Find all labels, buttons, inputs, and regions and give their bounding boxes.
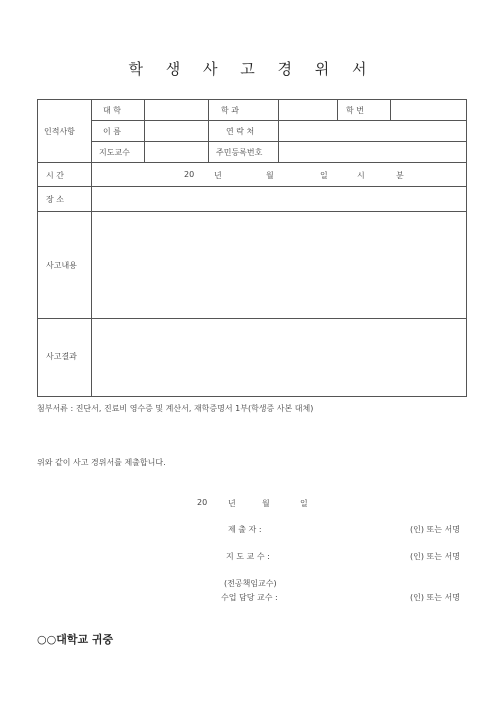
accident-result-label: 사고결과	[46, 352, 77, 361]
submitter-seal: (인) 또는 서명	[410, 525, 460, 534]
department-label: 학 과	[221, 106, 239, 115]
advisor-signature-label: 지 도 교 수 :	[226, 552, 270, 561]
date-month-unit: 월	[262, 499, 270, 508]
date-year: 20	[197, 498, 208, 507]
time-label: 시 간	[46, 171, 64, 180]
date-day-unit: 일	[300, 499, 308, 508]
addressee: ○○대학교 귀중	[37, 633, 114, 646]
submission-statement: 위와 같이 사고 경위서를 제출합니다.	[37, 458, 166, 467]
submitter-label: 제 출 자 :	[228, 525, 262, 534]
major-professor-note: (전공책임교수)	[224, 579, 277, 588]
course-professor-label: 수업 담당 교수 :	[221, 593, 278, 602]
accident-details-label: 사고내용	[46, 261, 77, 270]
time-year-unit: 년	[214, 171, 222, 180]
document-title: 학 생 사 고 경 위 서	[128, 60, 376, 78]
time-hour-unit: 시	[357, 171, 365, 180]
advisor-label: 지도교수	[99, 148, 130, 157]
course-professor-seal: (인) 또는 서명	[410, 593, 460, 602]
advisor-seal: (인) 또는 서명	[410, 552, 460, 561]
time-minute-unit: 분	[396, 171, 404, 180]
attachments-note: 첨부서류 : 진단서, 진료비 영수증 및 계산서, 재학증명서 1부(학생증 사본 대체)	[37, 404, 314, 413]
university-label: 대 학	[103, 106, 121, 115]
date-year-unit: 년	[228, 499, 236, 508]
student-number-label: 학 번	[346, 106, 364, 115]
name-label: 이 름	[103, 127, 121, 136]
personal-info-label: 인적사항	[44, 127, 75, 136]
time-year: 20	[184, 170, 195, 179]
place-label: 장 소	[46, 195, 64, 204]
time-month-unit: 월	[266, 171, 274, 180]
time-day-unit: 일	[320, 171, 328, 180]
resident-number-label: 주민등록번호	[216, 148, 263, 157]
contact-label: 연 락 처	[226, 127, 255, 136]
